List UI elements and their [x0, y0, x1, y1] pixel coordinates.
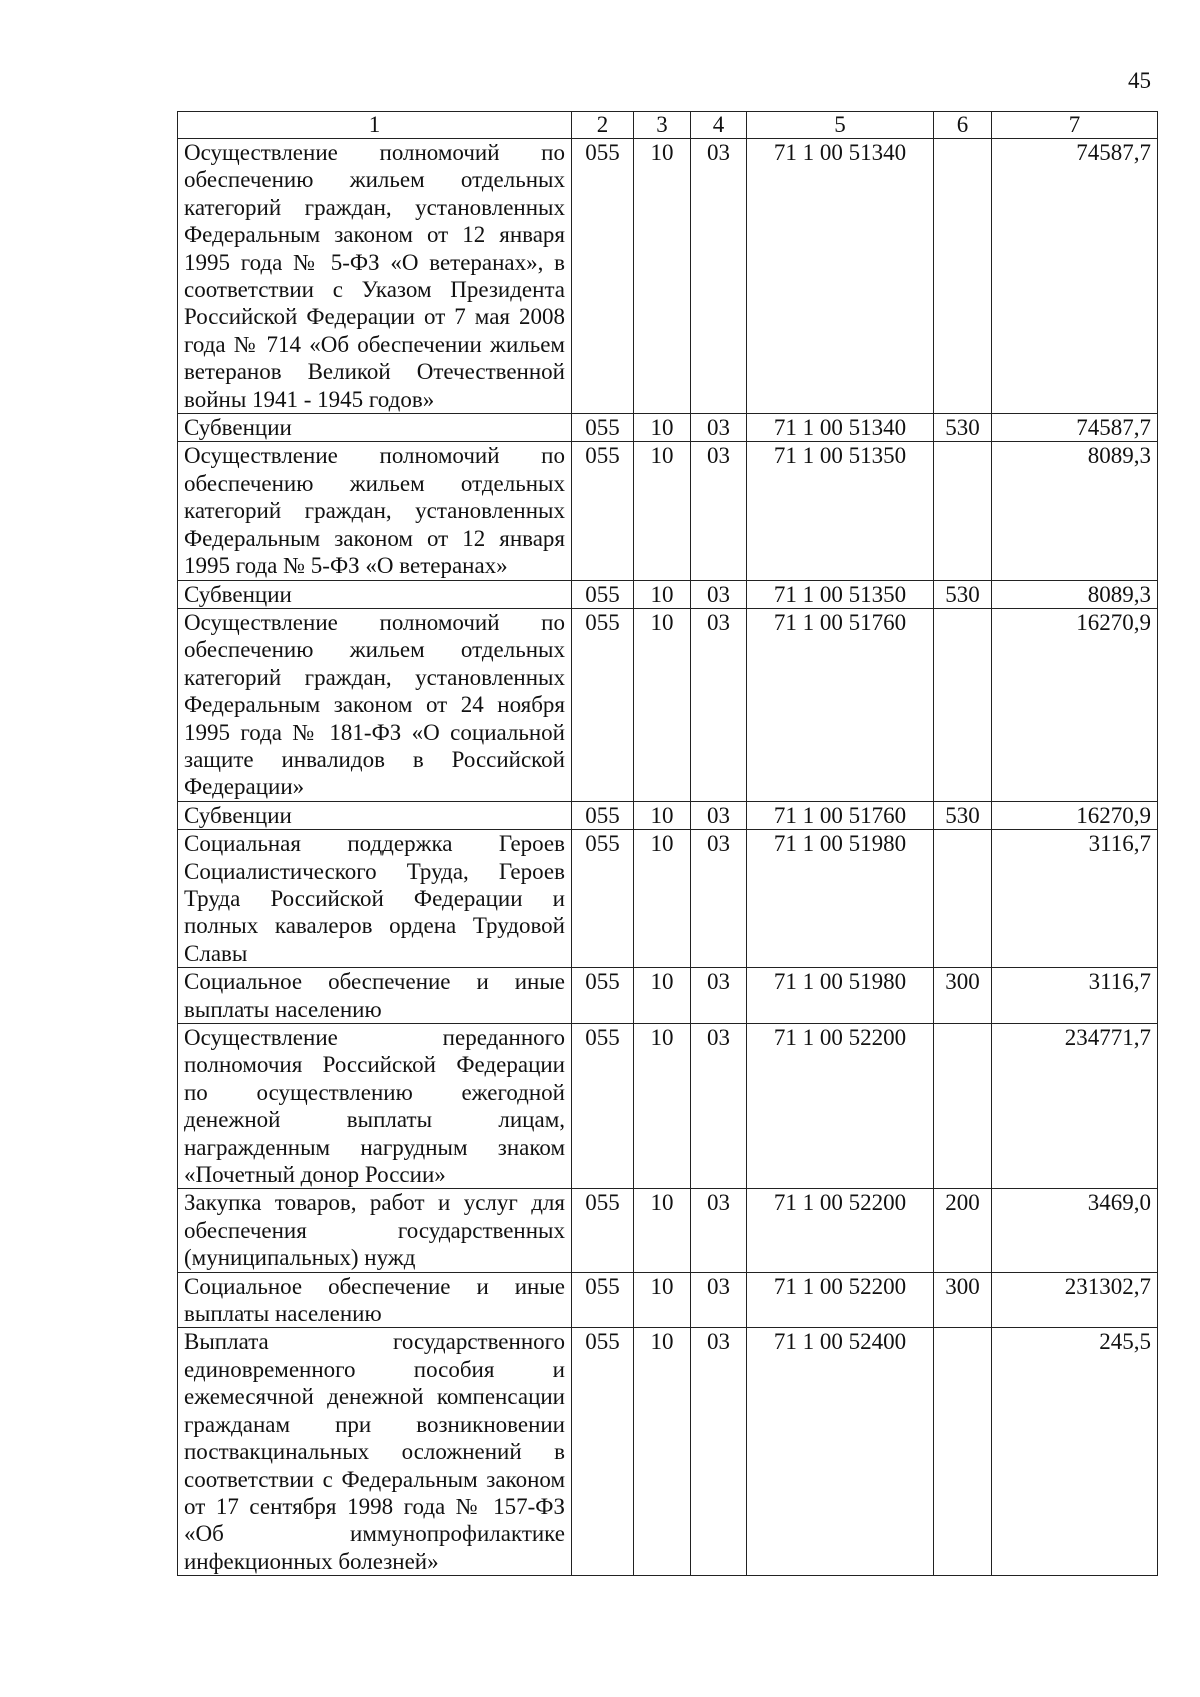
table-row	[178, 442, 1158, 580]
table-row	[178, 414, 1158, 442]
row-description: Субвенции	[178, 414, 572, 442]
table-row	[178, 801, 1158, 829]
cell-expense-type: 300	[934, 968, 992, 1024]
cell-code: 055	[572, 830, 634, 968]
table-row	[178, 139, 1158, 414]
cell-target-article: 71 1 00 52200	[747, 1189, 934, 1272]
cell-subsection: 03	[691, 1189, 747, 1272]
cell-subsection: 03	[691, 580, 747, 608]
cell-amount: 231302,7	[992, 1272, 1158, 1328]
table-header-row	[178, 112, 1158, 139]
header-cell: 5	[747, 112, 934, 139]
cell-expense-type	[934, 442, 992, 580]
row-description: Социальное обеспечение и иные выплаты населению	[178, 968, 572, 1024]
cell-section: 10	[634, 968, 691, 1024]
cell-amount: 3116,7	[992, 968, 1158, 1024]
table-row	[178, 1189, 1158, 1272]
cell-amount: 16270,9	[992, 608, 1158, 801]
cell-expense-type: 200	[934, 1189, 992, 1272]
cell-expense-type: 530	[934, 580, 992, 608]
header-cell: 7	[992, 112, 1158, 139]
cell-section: 10	[634, 608, 691, 801]
table-row	[178, 1272, 1158, 1328]
cell-amount: 245,5	[992, 1328, 1158, 1576]
cell-section: 10	[634, 139, 691, 414]
table-row	[178, 968, 1158, 1024]
cell-target-article: 71 1 00 51340	[747, 414, 934, 442]
cell-code: 055	[572, 1328, 634, 1576]
cell-expense-type	[934, 1024, 992, 1189]
cell-code: 055	[572, 608, 634, 801]
cell-amount: 16270,9	[992, 801, 1158, 829]
table-row	[178, 1328, 1158, 1576]
row-description: Осуществление полномочий по обеспечению жильем отдельных категорий граждан, установленных Федеральным законом от 12 января 1995 года № 5-ФЗ «О ветеранах», в соответствии с Указом Президента Российской Федерации от 7 мая 2008 года № 714 «Об обеспечении жильем ветеранов Великой Отечественной войны 1941 - 1945 годов»	[178, 139, 572, 414]
cell-section: 10	[634, 580, 691, 608]
cell-code: 055	[572, 580, 634, 608]
cell-expense-type	[934, 1328, 992, 1576]
cell-target-article: 71 1 00 51350	[747, 442, 934, 580]
table-row	[178, 608, 1158, 801]
row-description: Субвенции	[178, 801, 572, 829]
table-row	[178, 580, 1158, 608]
header-cell: 4	[691, 112, 747, 139]
cell-code: 055	[572, 1024, 634, 1189]
cell-code: 055	[572, 968, 634, 1024]
cell-target-article: 71 1 00 51760	[747, 608, 934, 801]
cell-amount: 3469,0	[992, 1189, 1158, 1272]
table-row	[178, 830, 1158, 968]
cell-code: 055	[572, 1272, 634, 1328]
cell-section: 10	[634, 830, 691, 968]
cell-section: 10	[634, 1272, 691, 1328]
cell-subsection: 03	[691, 139, 747, 414]
cell-subsection: 03	[691, 1024, 747, 1189]
cell-subsection: 03	[691, 442, 747, 580]
row-description: Социальная поддержка Героев Социалистического Труда, Героев Труда Российской Федерации и полных кавалеров ордена Трудовой Славы	[178, 830, 572, 968]
cell-section: 10	[634, 442, 691, 580]
row-description: Субвенции	[178, 580, 572, 608]
cell-amount: 74587,7	[992, 414, 1158, 442]
cell-target-article: 71 1 00 52200	[747, 1024, 934, 1189]
cell-target-article: 71 1 00 52200	[747, 1272, 934, 1328]
cell-expense-type: 300	[934, 1272, 992, 1328]
cell-subsection: 03	[691, 968, 747, 1024]
header-cell: 1	[178, 112, 572, 139]
row-description: Закупка товаров, работ и услуг для обеспечения государственных (муниципальных) нужд	[178, 1189, 572, 1272]
row-description: Выплата государственного единовременного пособия и ежемесячной денежной компенсации гражданам при возникновении поствакцинальных осложнений в соответствии с Федеральным законом от 17 сентября 1998 года № 157-ФЗ «Об иммунопрофилактике инфекционных болезней»	[178, 1328, 572, 1576]
cell-code: 055	[572, 414, 634, 442]
cell-expense-type: 530	[934, 414, 992, 442]
cell-code: 055	[572, 442, 634, 580]
row-description: Осуществление переданного полномочия Российской Федерации по осуществлению ежегодной денежной выплаты лицам, награжденным нагрудным знаком «Почетный донор России»	[178, 1024, 572, 1189]
cell-amount: 74587,7	[992, 139, 1158, 414]
page-number: 45	[1128, 68, 1151, 93]
cell-expense-type: 530	[934, 801, 992, 829]
cell-amount: 8089,3	[992, 580, 1158, 608]
cell-code: 055	[572, 1189, 634, 1272]
table-row	[178, 1024, 1158, 1189]
cell-subsection: 03	[691, 608, 747, 801]
cell-section: 10	[634, 1328, 691, 1576]
header-cell: 3	[634, 112, 691, 139]
cell-amount: 3116,7	[992, 830, 1158, 968]
cell-section: 10	[634, 414, 691, 442]
cell-subsection: 03	[691, 801, 747, 829]
cell-expense-type	[934, 139, 992, 414]
cell-section: 10	[634, 1024, 691, 1189]
cell-section: 10	[634, 801, 691, 829]
row-description: Социальное обеспечение и иные выплаты населению	[178, 1272, 572, 1328]
header-cell: 2	[572, 112, 634, 139]
cell-target-article: 71 1 00 51980	[747, 830, 934, 968]
header-cell: 6	[934, 112, 992, 139]
cell-target-article: 71 1 00 52400	[747, 1328, 934, 1576]
cell-target-article: 71 1 00 51340	[747, 139, 934, 414]
row-description: Осуществление полномочий по обеспечению жильем отдельных категорий граждан, установленных Федеральным законом от 12 января 1995 года № 5-ФЗ «О ветеранах»	[178, 442, 572, 580]
cell-amount: 8089,3	[992, 442, 1158, 580]
cell-target-article: 71 1 00 51350	[747, 580, 934, 608]
cell-section: 10	[634, 1189, 691, 1272]
cell-amount: 234771,7	[992, 1024, 1158, 1189]
cell-target-article: 71 1 00 51760	[747, 801, 934, 829]
cell-subsection: 03	[691, 1272, 747, 1328]
cell-expense-type	[934, 608, 992, 801]
cell-code: 055	[572, 139, 634, 414]
cell-subsection: 03	[691, 414, 747, 442]
cell-subsection: 03	[691, 1328, 747, 1576]
cell-expense-type	[934, 830, 992, 968]
cell-subsection: 03	[691, 830, 747, 968]
row-description: Осуществление полномочий по обеспечению жильем отдельных категорий граждан, установленных Федеральным законом от 24 ноября 1995 года № 181-ФЗ «О социальной защите инвалидов в Российской Федерации»	[178, 608, 572, 801]
budget-table	[177, 111, 1158, 1576]
cell-target-article: 71 1 00 51980	[747, 968, 934, 1024]
cell-code: 055	[572, 801, 634, 829]
